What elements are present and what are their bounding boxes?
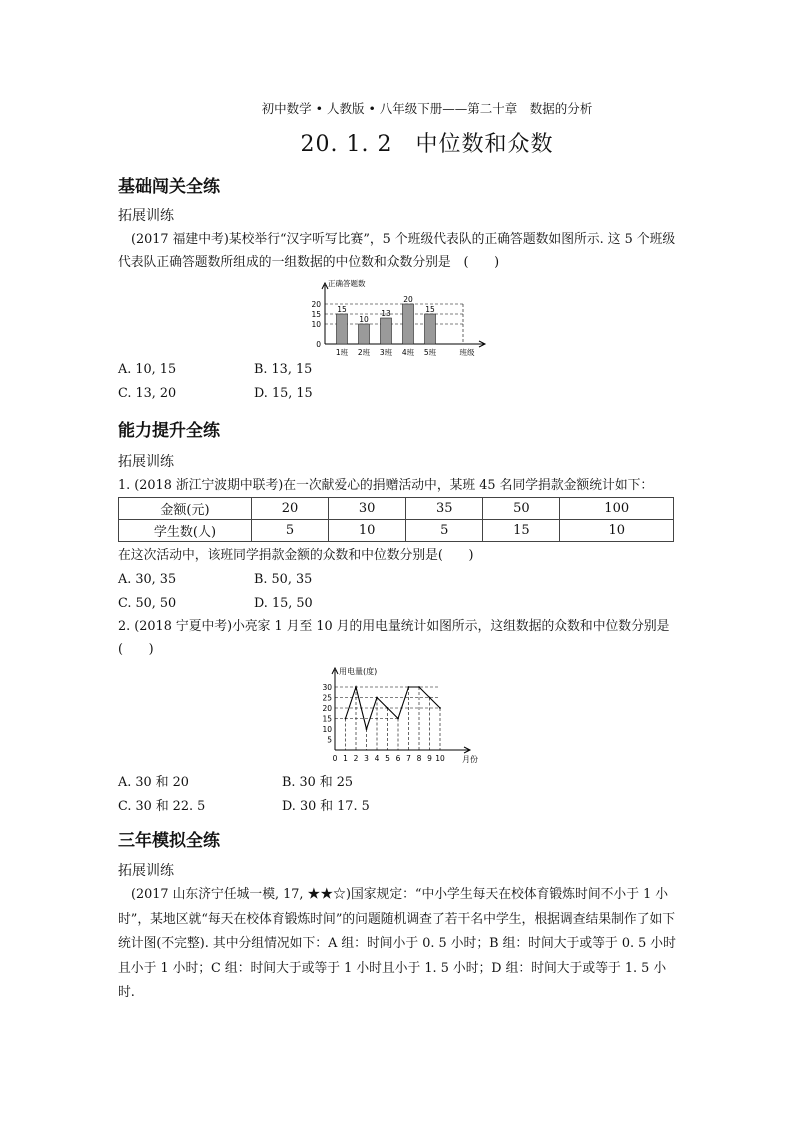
data-label: 10 xyxy=(359,315,369,324)
donation-table xyxy=(118,497,674,542)
bar xyxy=(403,304,414,344)
x-tick-label: 5班 xyxy=(423,348,437,357)
data-point xyxy=(345,718,347,720)
x-tick-label: 10 xyxy=(435,754,445,763)
option-a: A. 10, 15 xyxy=(118,362,177,377)
x-tick-label: 0 xyxy=(332,754,338,763)
x-tick-label: 5 xyxy=(385,754,390,763)
table-cell: 15 xyxy=(483,520,560,542)
page-header: 初中数学 • 人教版 • 八年级下册——第二十章 数据的分析 xyxy=(261,101,593,116)
x-tick-label: 3班 xyxy=(379,348,393,357)
section-subheading-mock: 拓展训练 xyxy=(118,863,174,879)
data-point xyxy=(355,686,357,688)
bar xyxy=(381,318,392,344)
data-point xyxy=(439,707,441,709)
data-label: 13 xyxy=(381,309,391,318)
question-1-text: 1. (2018 浙江宁波期中联考)在一次献爱心的捐赠活动中，某班 45 名同学捐款金额统计如下： xyxy=(118,478,654,493)
table-row xyxy=(119,520,674,542)
y-tick-label: 10 xyxy=(322,725,332,734)
x-tick-label: 2 xyxy=(353,754,359,763)
y-tick-label: 0 xyxy=(316,340,321,349)
y-tick-label: 10 xyxy=(311,320,321,329)
y-tick-label: 20 xyxy=(322,704,332,713)
table-cell: 5 xyxy=(406,520,483,542)
table-cell: 10 xyxy=(560,520,674,542)
section-subheading-ability: 拓展训练 xyxy=(118,454,174,470)
x-tick-label: 1班 xyxy=(335,348,349,357)
q1-option-d: D. 15, 50 xyxy=(254,596,313,611)
data-label: 15 xyxy=(425,305,435,314)
table-cell: 5 xyxy=(252,520,329,542)
data-point xyxy=(366,728,368,730)
x-axis-label: 班级 xyxy=(459,348,475,357)
bar xyxy=(425,314,436,344)
q2-option-d: D. 30 和 17. 5 xyxy=(282,799,370,814)
x-axis-label: 月份 xyxy=(462,755,478,764)
q1-option-c: C. 50, 50 xyxy=(118,596,177,611)
x-tick-label: 6 xyxy=(395,754,401,763)
data-label: 20 xyxy=(403,295,413,304)
bar xyxy=(359,324,370,344)
table-cell: 35 xyxy=(406,498,483,520)
q2-option-b: B. 30 和 25 xyxy=(282,775,354,790)
y-tick-label: 15 xyxy=(322,714,332,724)
question-text-mock: (2017 山东济宁任城一模, 17, ★★☆)国家规定：“中小学生每天在校体育锻炼时间不小于 1 小时”，某地区就“每天在校体育锻炼时间”的问题随机调查了若干名中学生，根据调查结果制作了如下统计图(不完整). 其中分组情况如下：A 组：时间小于 0. 5 小时；B 组：时间大于或等于 0. 5 小时且小于 1 小时；C 组：时间大于或等于 1 小时且小于 1. 5 小时；D 组：时间大于或等于 1. 5 小时. xyxy=(118,887,676,1000)
y-axis-label: 用电量(度) xyxy=(339,667,378,676)
section-heading-basic: 基础闯关全练 xyxy=(118,177,220,197)
x-tick-label: 2班 xyxy=(357,348,371,357)
q2-option-c: C. 30 和 22. 5 xyxy=(118,799,206,814)
data-point xyxy=(429,697,431,699)
data-point xyxy=(397,718,399,720)
section-heading-ability: 能力提升全练 xyxy=(118,421,220,441)
y-axis-label: 正确答题数 xyxy=(328,279,366,288)
question-2-text: 2. (2018 宁夏中考)小亮家 1 月至 10 月的用电量统计如图所示，这组数据的众数和中位数分别是( ) xyxy=(118,619,670,657)
data-point xyxy=(376,697,378,699)
x-tick-label: 7 xyxy=(406,754,411,763)
table-header-cell: 学生数(人) xyxy=(119,520,252,542)
x-tick-label: 9 xyxy=(427,754,432,763)
bar-chart xyxy=(305,277,495,359)
q1-option-b: B. 50, 35 xyxy=(254,572,313,587)
table-cell: 20 xyxy=(252,498,329,520)
y-tick-label: 20 xyxy=(311,300,321,309)
y-tick-label: 5 xyxy=(327,735,332,745)
option-d: D. 15, 15 xyxy=(254,386,313,401)
x-tick-label: 1 xyxy=(343,754,348,763)
table-cell: 30 xyxy=(329,498,406,520)
y-tick-label: 15 xyxy=(311,310,321,319)
option-b: B. 13, 15 xyxy=(254,362,313,377)
question-text-basic: (2017 福建中考)某校举行“汉字听写比赛”，5 个班级代表队的正确答题数如图所示. 这 5 个班级代表队正确答题数所组成的一组数据的中位数和众数分别是 ( ) xyxy=(118,232,676,270)
data-label: 15 xyxy=(337,305,347,314)
x-tick-label: 4班 xyxy=(401,348,415,357)
q1-option-a: A. 30, 35 xyxy=(118,572,177,587)
x-tick-label: 3 xyxy=(364,754,369,763)
data-point xyxy=(408,686,410,688)
line-chart xyxy=(305,664,485,768)
section-subheading-basic: 拓展训练 xyxy=(118,208,174,224)
table-header-cell: 金额(元) xyxy=(119,498,252,520)
y-tick-label: 30 xyxy=(322,683,332,692)
page-title: 20. 1. 2 中位数和众数 xyxy=(300,132,554,157)
table-row xyxy=(119,498,674,520)
q2-option-a: A. 30 和 20 xyxy=(118,775,189,790)
y-tick-label: 25 xyxy=(322,693,332,703)
table-cell: 50 xyxy=(483,498,560,520)
bar xyxy=(337,314,348,344)
table-cell: 100 xyxy=(560,498,674,520)
x-tick-label: 4 xyxy=(374,754,380,763)
section-heading-mock: 三年模拟全练 xyxy=(118,831,220,851)
table-cell: 10 xyxy=(329,520,406,542)
question-1-tail: 在这次活动中，该班同学捐款金额的众数和中位数分别是( ) xyxy=(118,548,474,563)
x-tick-label: 8 xyxy=(416,754,422,763)
option-c: C. 13, 20 xyxy=(118,386,177,401)
data-point xyxy=(387,707,389,709)
data-point xyxy=(418,686,420,688)
